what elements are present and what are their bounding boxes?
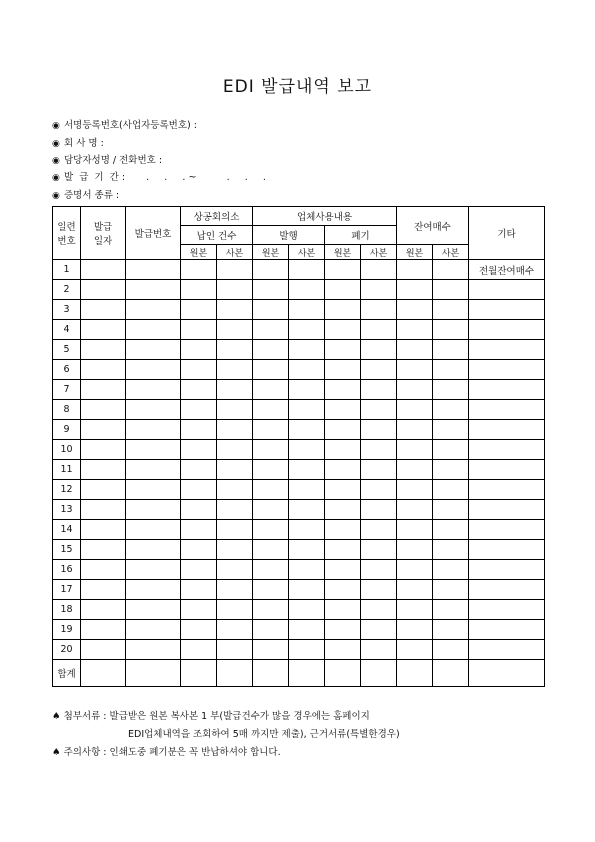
table-cell[interactable] <box>253 580 289 600</box>
table-cell[interactable] <box>289 360 325 380</box>
table-cell[interactable] <box>126 380 181 400</box>
table-cell[interactable] <box>397 480 433 500</box>
note-attachments: ♠ 첨부서류 : 발급받은 원본 복사본 1 부(발급건수가 많을 경우에는 홈페이지 <box>52 711 370 722</box>
etc-cell[interactable] <box>469 460 545 480</box>
note-caution: ♠ 주의사항 : 인쇄도중 폐기분은 꼭 반납하셔야 합니다. <box>52 747 281 758</box>
table-cell[interactable] <box>81 600 126 620</box>
row-number: 1 <box>53 260 81 280</box>
table-cell[interactable] <box>397 300 433 320</box>
row-number: 19 <box>53 620 81 640</box>
table-cell[interactable] <box>81 260 126 280</box>
table-cell[interactable] <box>433 300 469 320</box>
table-cell[interactable] <box>217 640 253 660</box>
table-row <box>53 300 545 320</box>
table-cell[interactable] <box>325 420 361 440</box>
table-cell[interactable] <box>361 440 397 460</box>
table-cell[interactable] <box>397 560 433 580</box>
table-cell[interactable] <box>397 540 433 560</box>
table-cell[interactable] <box>325 640 361 660</box>
table-cell[interactable] <box>289 520 325 540</box>
table-cell[interactable] <box>181 580 217 600</box>
table-cell[interactable] <box>289 280 325 300</box>
table-cell[interactable] <box>181 500 217 520</box>
table-cell[interactable] <box>81 500 126 520</box>
table-cell[interactable] <box>217 460 253 480</box>
table-cell[interactable] <box>433 260 469 280</box>
table-row <box>53 620 545 640</box>
table-cell[interactable] <box>81 280 126 300</box>
table-cell[interactable] <box>289 420 325 440</box>
table-cell[interactable] <box>361 420 397 440</box>
table-cell[interactable] <box>433 360 469 380</box>
table-row <box>53 560 545 580</box>
row-number: 15 <box>53 540 81 560</box>
table-cell[interactable] <box>181 420 217 440</box>
table-row <box>53 580 545 600</box>
table-cell[interactable] <box>433 480 469 500</box>
bullet-icon: ◉ <box>52 156 60 166</box>
table-cell[interactable] <box>325 380 361 400</box>
table-cell[interactable] <box>81 300 126 320</box>
table-cell[interactable] <box>361 340 397 360</box>
table-cell[interactable] <box>397 360 433 380</box>
table-cell[interactable] <box>325 400 361 420</box>
table-cell[interactable] <box>397 520 433 540</box>
table-cell[interactable] <box>433 640 469 660</box>
table-cell[interactable] <box>325 440 361 460</box>
table-cell[interactable] <box>289 500 325 520</box>
table-cell[interactable] <box>217 620 253 640</box>
table-cell[interactable] <box>126 300 181 320</box>
field-contact: ◉ 담당자성명 / 전화번호 : <box>52 155 163 166</box>
header-original: 원본 <box>325 245 361 260</box>
table-cell[interactable] <box>217 480 253 500</box>
row-number: 20 <box>53 640 81 660</box>
table-cell[interactable] <box>253 420 289 440</box>
table-cell[interactable] <box>253 620 289 640</box>
table-cell[interactable] <box>397 580 433 600</box>
table-cell[interactable] <box>397 440 433 460</box>
table-cell[interactable] <box>325 280 361 300</box>
header-original: 원본 <box>253 245 289 260</box>
table-cell[interactable] <box>181 480 217 500</box>
table-cell[interactable] <box>126 420 181 440</box>
row-number: 2 <box>53 280 81 300</box>
table-cell[interactable] <box>361 380 397 400</box>
table-cell[interactable] <box>181 300 217 320</box>
table-cell[interactable] <box>361 580 397 600</box>
table-cell[interactable] <box>217 340 253 360</box>
header-remaining: 잔여매수 <box>397 207 469 245</box>
spade-icon: ♠ <box>52 711 61 722</box>
row-number: 5 <box>53 340 81 360</box>
etc-cell[interactable] <box>469 300 545 320</box>
row-number: 11 <box>53 460 81 480</box>
table-cell[interactable] <box>181 380 217 400</box>
table-cell[interactable] <box>181 620 217 640</box>
table-cell[interactable] <box>181 260 217 280</box>
table-cell[interactable] <box>126 480 181 500</box>
etc-cell[interactable] <box>469 540 545 560</box>
table-cell[interactable] <box>361 280 397 300</box>
header-discarded: 폐기 <box>325 226 397 245</box>
table-cell[interactable] <box>433 320 469 340</box>
bullet-icon: ◉ <box>52 121 60 131</box>
etc-cell[interactable] <box>469 400 545 420</box>
header-chamber: 상공회의소 <box>181 207 253 226</box>
table-cell[interactable] <box>325 600 361 620</box>
etc-cell[interactable] <box>469 420 545 440</box>
table-cell[interactable] <box>325 340 361 360</box>
table-cell[interactable] <box>81 540 126 560</box>
table-cell[interactable] <box>81 560 126 580</box>
etc-cell[interactable] <box>469 480 545 500</box>
table-cell[interactable] <box>253 460 289 480</box>
etc-cell[interactable] <box>469 600 545 620</box>
table-cell[interactable] <box>181 600 217 620</box>
table-cell[interactable] <box>181 280 217 300</box>
table-row <box>53 600 545 620</box>
table-cell[interactable] <box>253 560 289 580</box>
table-cell[interactable] <box>126 620 181 640</box>
row-number: 7 <box>53 380 81 400</box>
table-cell[interactable] <box>397 460 433 480</box>
table-cell[interactable] <box>217 560 253 580</box>
table-row <box>53 260 545 280</box>
table-cell[interactable] <box>181 340 217 360</box>
table-cell[interactable] <box>253 340 289 360</box>
table-cell[interactable] <box>126 340 181 360</box>
etc-cell[interactable] <box>469 560 545 580</box>
header-issue-no: 발급번호 <box>126 207 181 260</box>
table-cell[interactable] <box>289 640 325 660</box>
table-cell[interactable] <box>126 460 181 480</box>
table-cell[interactable] <box>81 360 126 380</box>
table-cell[interactable] <box>361 620 397 640</box>
table-cell[interactable] <box>289 340 325 360</box>
table-cell[interactable] <box>217 360 253 380</box>
table-cell[interactable] <box>361 320 397 340</box>
table-cell[interactable] <box>81 640 126 660</box>
table-cell[interactable] <box>126 540 181 560</box>
table-row <box>53 640 545 660</box>
table-cell[interactable] <box>361 480 397 500</box>
table-row <box>53 400 545 420</box>
row-number: 16 <box>53 560 81 580</box>
etc-cell[interactable] <box>469 520 545 540</box>
field-certificate-type: ◉ 증명서 종류 : <box>52 190 120 201</box>
table-cell[interactable] <box>361 500 397 520</box>
table-row <box>53 360 545 380</box>
header-etc: 기타 <box>469 207 545 260</box>
field-registration-no: ◉ 서명등록번호(사업자등록번호) : <box>52 120 197 131</box>
bullet-icon: ◉ <box>52 191 60 201</box>
etc-cell[interactable] <box>469 320 545 340</box>
table-cell[interactable] <box>253 500 289 520</box>
etc-cell[interactable] <box>469 440 545 460</box>
table-cell[interactable] <box>325 300 361 320</box>
table-cell[interactable] <box>126 260 181 280</box>
table-cell[interactable] <box>361 460 397 480</box>
table-cell[interactable] <box>433 540 469 560</box>
table-cell[interactable] <box>361 540 397 560</box>
page-title: EDI 발급내역 보고 <box>222 77 373 97</box>
table-cell[interactable] <box>397 600 433 620</box>
field-issue-period: ◉ 발 급 기 간 : . . . ~ . . . <box>52 172 266 183</box>
table-cell[interactable] <box>253 520 289 540</box>
note-attachments-cont: EDI업체내역을 조회하여 5매 까지만 제출), 근거서류(특별한경우) <box>128 729 400 740</box>
header-chamber-count: 납인 건수 <box>181 226 253 245</box>
table-cell[interactable] <box>217 260 253 280</box>
table-cell[interactable] <box>397 340 433 360</box>
table-cell[interactable] <box>126 500 181 520</box>
row-number: 3 <box>53 300 81 320</box>
table-cell[interactable] <box>217 600 253 620</box>
table-cell[interactable] <box>253 600 289 620</box>
table-row <box>53 480 545 500</box>
table-cell[interactable] <box>433 380 469 400</box>
table-cell[interactable] <box>397 320 433 340</box>
row-number: 17 <box>53 580 81 600</box>
table-cell[interactable] <box>181 320 217 340</box>
table-cell[interactable] <box>433 600 469 620</box>
issue-table <box>52 206 545 687</box>
table-row <box>53 500 545 520</box>
table-cell[interactable] <box>253 640 289 660</box>
etc-cell[interactable] <box>469 500 545 520</box>
table-cell[interactable] <box>217 500 253 520</box>
table-cell[interactable] <box>217 400 253 420</box>
header-original: 원본 <box>181 245 217 260</box>
table-cell[interactable] <box>181 360 217 380</box>
table-cell[interactable] <box>181 540 217 560</box>
table-cell[interactable] <box>361 400 397 420</box>
etc-cell[interactable] <box>469 580 545 600</box>
table-cell[interactable] <box>325 320 361 340</box>
table-cell[interactable] <box>81 400 126 420</box>
table-cell[interactable] <box>253 380 289 400</box>
table-cell[interactable] <box>325 620 361 640</box>
table-cell[interactable] <box>433 560 469 580</box>
table-cell[interactable] <box>253 300 289 320</box>
table-cell[interactable] <box>181 640 217 660</box>
table-cell[interactable] <box>253 440 289 460</box>
table-cell[interactable] <box>325 480 361 500</box>
table-cell[interactable] <box>433 520 469 540</box>
table-cell[interactable] <box>81 420 126 440</box>
table-cell[interactable] <box>289 380 325 400</box>
table-cell[interactable] <box>81 460 126 480</box>
header-issue-date: 발급 일자 <box>81 207 126 260</box>
table-cell[interactable] <box>181 400 217 420</box>
table-cell[interactable] <box>81 580 126 600</box>
total-label: 합계 <box>53 660 81 687</box>
table-cell[interactable] <box>325 360 361 380</box>
table-cell[interactable] <box>397 500 433 520</box>
table-row <box>53 540 545 560</box>
table-row <box>53 420 545 440</box>
table-cell[interactable] <box>126 440 181 460</box>
table-cell[interactable] <box>325 500 361 520</box>
row-number: 14 <box>53 520 81 540</box>
etc-cell[interactable] <box>469 640 545 660</box>
table-row <box>53 520 545 540</box>
table-cell[interactable] <box>325 520 361 540</box>
table-cell[interactable] <box>181 520 217 540</box>
table-cell[interactable] <box>433 500 469 520</box>
table-cell[interactable] <box>325 460 361 480</box>
row-number: 10 <box>53 440 81 460</box>
table-cell[interactable] <box>289 320 325 340</box>
table-cell[interactable] <box>325 540 361 560</box>
table-cell[interactable] <box>361 640 397 660</box>
table-cell[interactable] <box>289 460 325 480</box>
table-cell[interactable] <box>81 620 126 640</box>
etc-cell[interactable] <box>469 280 545 300</box>
table-cell[interactable] <box>126 280 181 300</box>
table-cell[interactable] <box>81 340 126 360</box>
table-body <box>53 260 545 660</box>
table-cell[interactable] <box>81 380 126 400</box>
table-cell[interactable] <box>433 440 469 460</box>
table-cell[interactable] <box>217 520 253 540</box>
table-cell[interactable] <box>126 580 181 600</box>
table-cell[interactable] <box>289 440 325 460</box>
row-number: 12 <box>53 480 81 500</box>
header-serial: 일련 번호 <box>53 207 81 260</box>
table-cell[interactable] <box>289 540 325 560</box>
table-cell[interactable] <box>433 620 469 640</box>
table-cell[interactable] <box>126 360 181 380</box>
table-cell[interactable] <box>253 480 289 500</box>
table-cell[interactable] <box>126 560 181 580</box>
table-cell[interactable] <box>325 580 361 600</box>
table-cell[interactable] <box>433 340 469 360</box>
row-number: 6 <box>53 360 81 380</box>
table-cell[interactable] <box>361 260 397 280</box>
table-row <box>53 320 545 340</box>
etc-cell[interactable]: 전월잔여매수 <box>469 260 545 280</box>
field-company-name: ◉ 회 사 명 : <box>52 138 104 149</box>
table-cell[interactable] <box>253 540 289 560</box>
table-cell[interactable] <box>397 400 433 420</box>
table-cell[interactable] <box>217 580 253 600</box>
etc-cell[interactable] <box>469 340 545 360</box>
table-cell[interactable] <box>81 520 126 540</box>
table-cell[interactable] <box>181 460 217 480</box>
bullet-icon: ◉ <box>52 173 60 183</box>
table-cell[interactable] <box>433 420 469 440</box>
table-cell[interactable] <box>217 420 253 440</box>
table-cell[interactable] <box>397 280 433 300</box>
row-number: 9 <box>53 420 81 440</box>
table-row <box>53 460 545 480</box>
table-cell[interactable] <box>397 640 433 660</box>
table-cell[interactable] <box>253 360 289 380</box>
table-cell[interactable] <box>361 360 397 380</box>
etc-cell[interactable] <box>469 620 545 640</box>
table-cell[interactable] <box>217 380 253 400</box>
row-number: 13 <box>53 500 81 520</box>
table-cell[interactable] <box>397 420 433 440</box>
table-cell[interactable] <box>217 300 253 320</box>
table-cell[interactable] <box>397 260 433 280</box>
header-issued: 발행 <box>253 226 325 245</box>
table-cell[interactable] <box>126 600 181 620</box>
etc-cell[interactable] <box>469 380 545 400</box>
table-row <box>53 280 545 300</box>
table-cell[interactable] <box>181 560 217 580</box>
table-cell[interactable] <box>361 300 397 320</box>
row-number: 4 <box>53 320 81 340</box>
table-cell[interactable] <box>433 280 469 300</box>
table-cell[interactable] <box>361 560 397 580</box>
table-cell[interactable] <box>217 320 253 340</box>
table-cell[interactable] <box>289 480 325 500</box>
table-cell[interactable] <box>361 520 397 540</box>
table-cell[interactable] <box>433 400 469 420</box>
table-cell[interactable] <box>253 400 289 420</box>
bullet-icon: ◉ <box>52 139 60 149</box>
table-cell[interactable] <box>289 580 325 600</box>
header-original: 원본 <box>397 245 433 260</box>
table-cell[interactable] <box>81 440 126 460</box>
header-copy: 사본 <box>289 245 325 260</box>
row-number: 18 <box>53 600 81 620</box>
etc-cell[interactable] <box>469 360 545 380</box>
table-row <box>53 340 545 360</box>
table-cell[interactable] <box>325 260 361 280</box>
row-number: 8 <box>53 400 81 420</box>
header-copy: 사본 <box>361 245 397 260</box>
table-cell[interactable] <box>397 620 433 640</box>
spade-icon: ♠ <box>52 747 61 758</box>
table-cell[interactable] <box>126 640 181 660</box>
table-cell[interactable] <box>253 260 289 280</box>
table-row <box>53 380 545 400</box>
table-cell[interactable] <box>361 600 397 620</box>
table-cell[interactable] <box>289 400 325 420</box>
table-cell[interactable] <box>81 320 126 340</box>
table-cell[interactable] <box>81 480 126 500</box>
table-cell[interactable] <box>126 400 181 420</box>
header-used: 업체사용내용 <box>253 207 397 226</box>
table-cell[interactable] <box>126 320 181 340</box>
table-cell[interactable] <box>217 440 253 460</box>
table-cell[interactable] <box>253 280 289 300</box>
table-cell[interactable] <box>289 300 325 320</box>
header-copy: 사본 <box>217 245 253 260</box>
header-copy: 사본 <box>433 245 469 260</box>
table-cell[interactable] <box>325 560 361 580</box>
table-cell[interactable] <box>289 620 325 640</box>
table-cell[interactable] <box>253 320 289 340</box>
table-cell[interactable] <box>217 280 253 300</box>
table-cell[interactable] <box>433 580 469 600</box>
table-cell[interactable] <box>397 380 433 400</box>
table-cell[interactable] <box>181 440 217 460</box>
table-cell[interactable] <box>289 560 325 580</box>
table-row <box>53 440 545 460</box>
total-row <box>53 660 545 687</box>
table-cell[interactable] <box>289 260 325 280</box>
table-cell[interactable] <box>217 540 253 560</box>
table-cell[interactable] <box>433 460 469 480</box>
table-cell[interactable] <box>126 520 181 540</box>
table-cell[interactable] <box>289 600 325 620</box>
